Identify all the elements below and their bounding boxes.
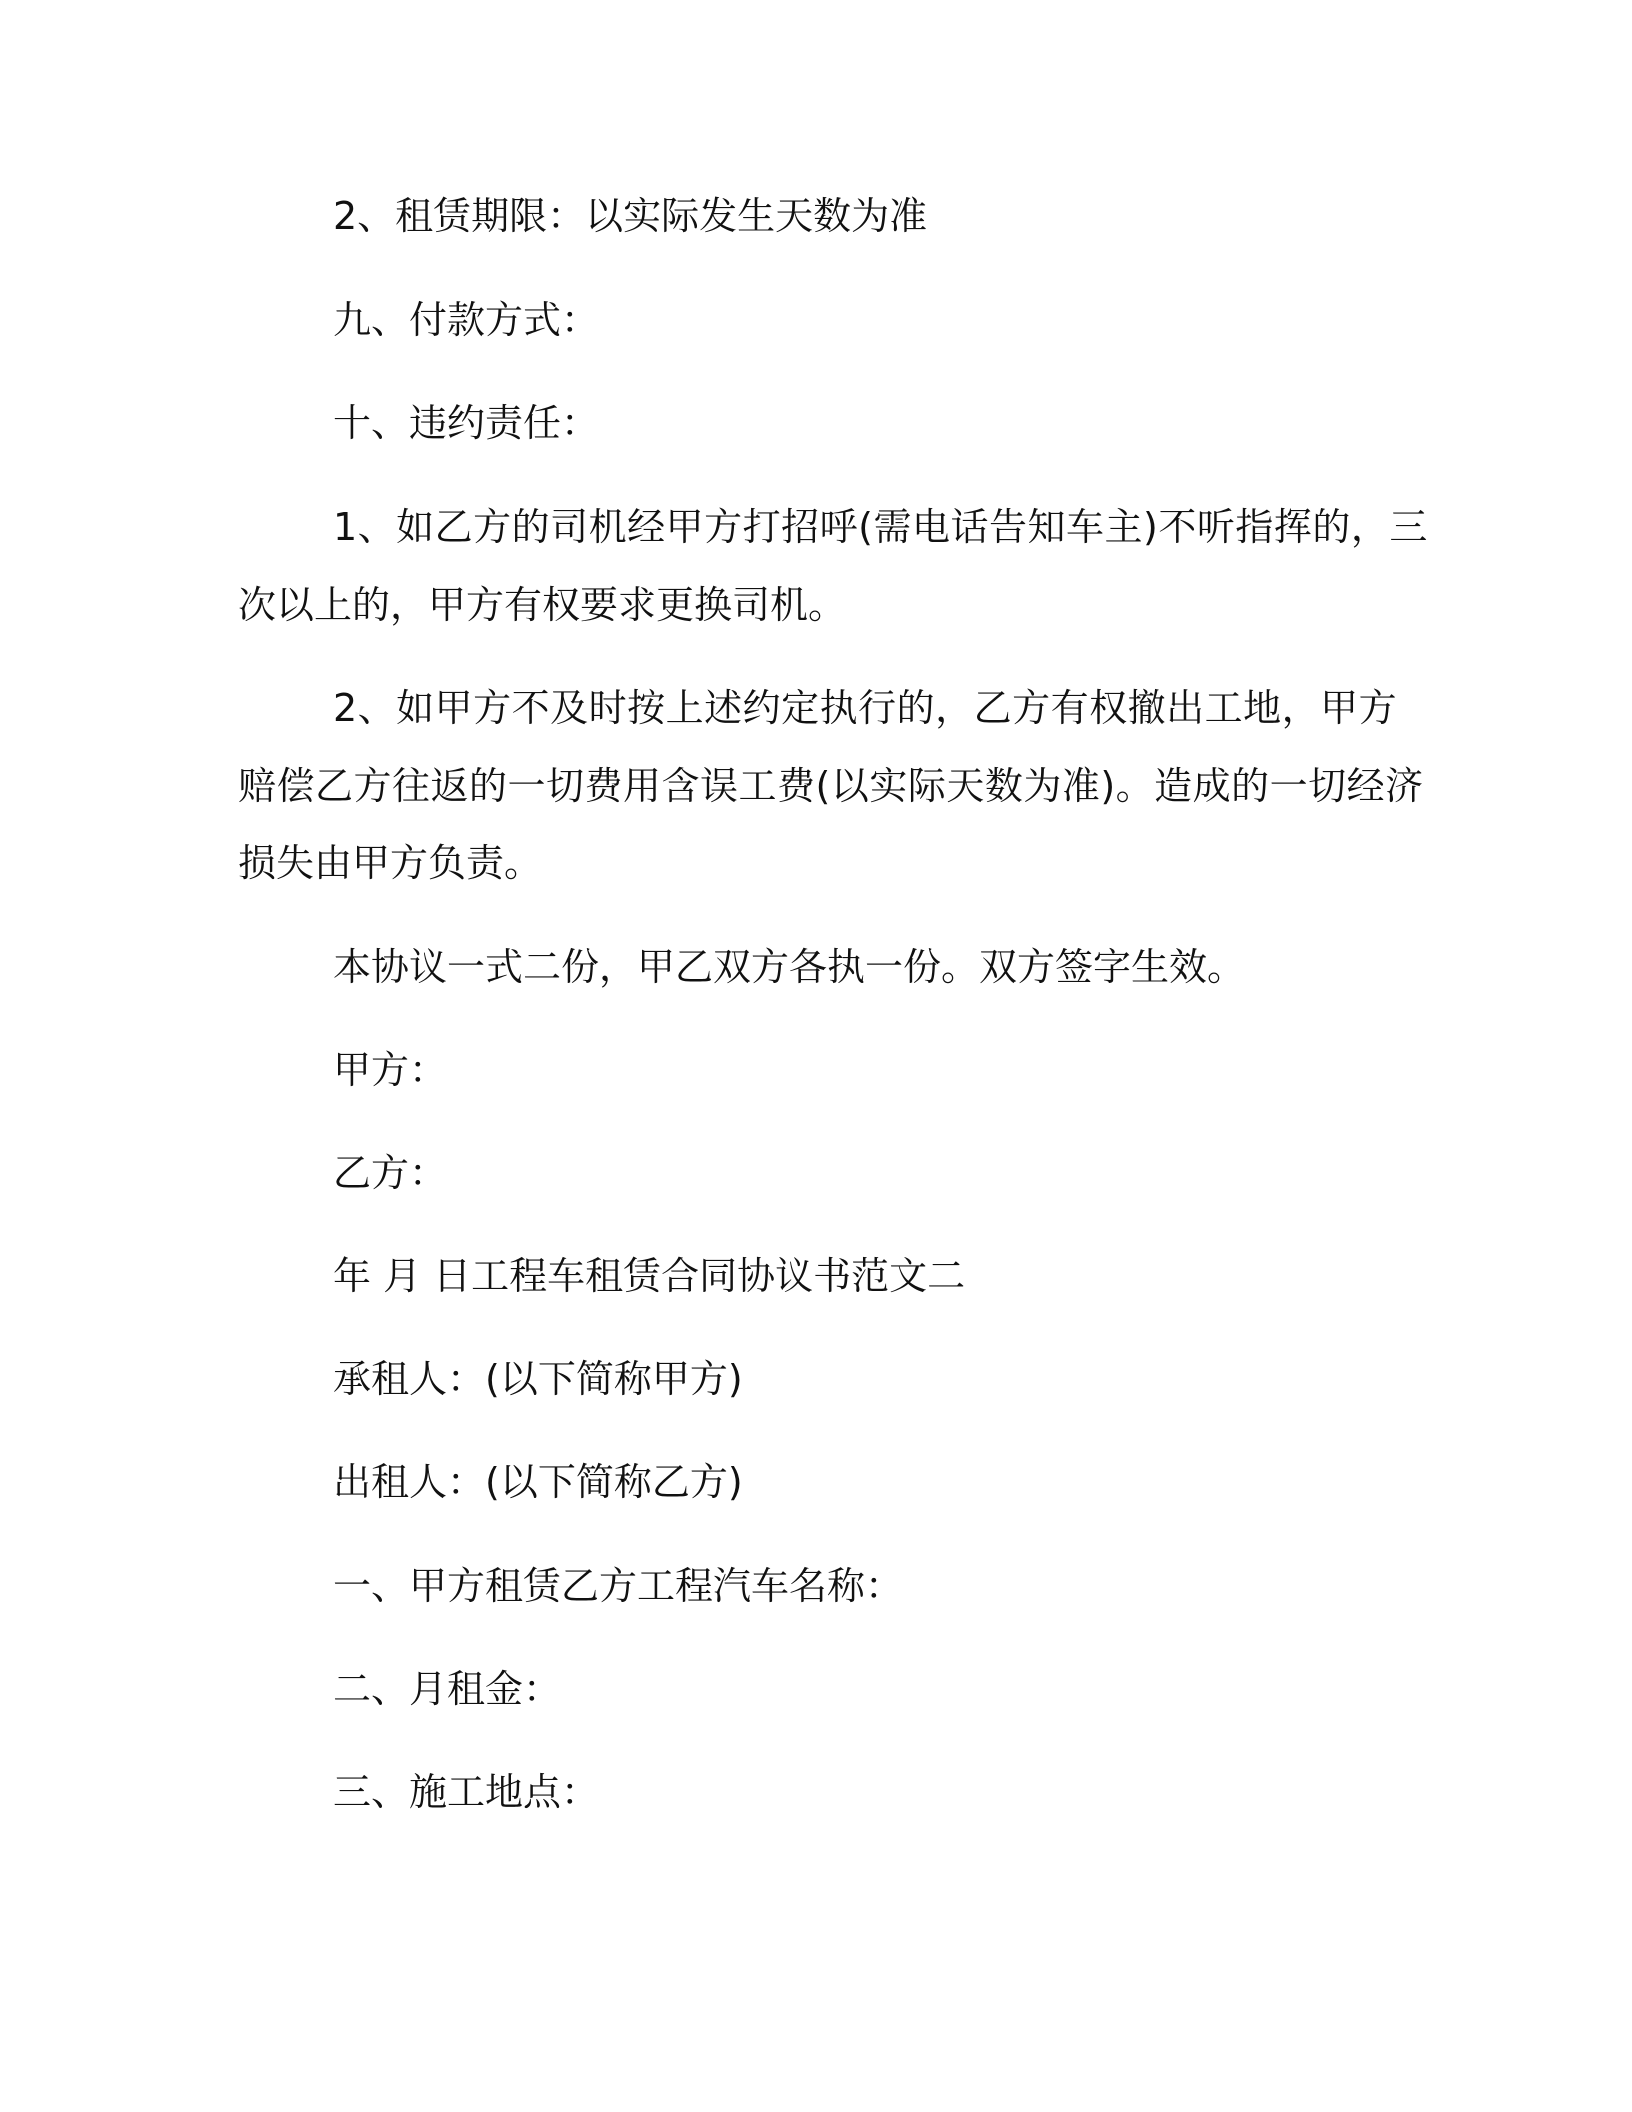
paragraph-driver-clause-line2: 次以上的，甲方有权要求更换司机。 (238, 583, 847, 627)
heading-payment-method: 九、付款方式： (333, 298, 600, 342)
signature-party-a: 甲方： (333, 1048, 448, 1092)
clause-construction-site: 三、施工地点： (333, 1770, 600, 1814)
lessee-line: 承租人：(以下简称甲方) (333, 1357, 743, 1401)
paragraph-lease-term: 2、租赁期限：以实际发生天数为准 (333, 194, 928, 238)
paragraph-party-a-clause-line1: 2、如甲方不及时按上述约定执行的，乙方有权撤出工地，甲方 (333, 686, 1398, 730)
heading-breach-liability: 十、违约责任： (333, 401, 600, 445)
paragraph-copies: 本协议一式二份，甲乙双方各执一份。双方签字生效。 (333, 945, 1246, 989)
paragraph-party-a-clause-line3: 损失由甲方负责。 (238, 841, 543, 885)
clause-vehicle-name: 一、甲方租赁乙方工程汽车名称： (333, 1564, 904, 1608)
lessor-line: 出租人：(以下简称乙方) (333, 1460, 743, 1504)
date-and-title-line: 年 月 日工程车租赁合同协议书范文二 (333, 1254, 966, 1298)
paragraph-driver-clause-line1: 1、如乙方的司机经甲方打招呼(需电话告知车主)不听指挥的，三 (333, 505, 1428, 549)
signature-party-b: 乙方： (333, 1151, 448, 1195)
paragraph-party-a-clause-line2: 赔偿乙方往返的一切费用含误工费(以实际天数为准)。造成的一切经济 (238, 764, 1424, 808)
clause-monthly-rent: 二、月租金： (333, 1667, 562, 1711)
